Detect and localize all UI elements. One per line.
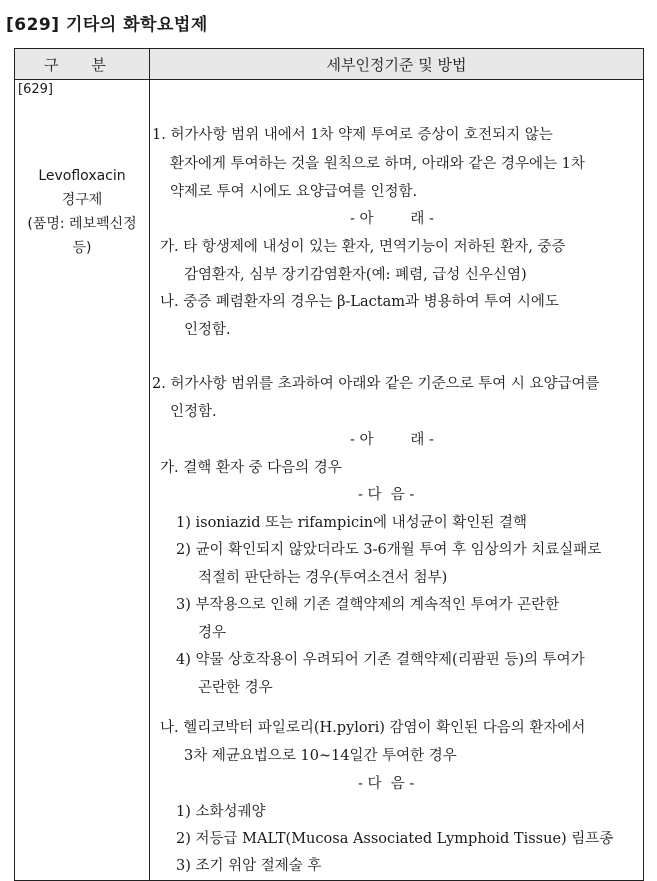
s2-b-next-heading: - 다 음 - bbox=[358, 776, 415, 792]
criteria-table bbox=[14, 48, 644, 881]
s2-a-item4-line2: 곤란한 경우 bbox=[198, 680, 273, 696]
s2-b-item3: 3) 조기 위암 절제술 후 bbox=[176, 858, 322, 874]
s2-a-item3-line1: 3) 부작용으로 인해 기존 결핵약제의 계속적인 투여가 곤란한 bbox=[176, 597, 560, 613]
drug-form: 경구제 bbox=[61, 192, 103, 208]
s1-item-b2: 인정함. bbox=[184, 322, 231, 338]
s2-line1: 2. 허가사항 범위를 초과하여 아래와 같은 기준으로 투여 시 요양급여를 bbox=[152, 376, 600, 392]
s2-a-item4-line1: 4) 약물 상호작용이 우려되어 기존 결핵약제(리팜핀 등)의 투여가 bbox=[176, 652, 585, 668]
s2-a-item2-line1: 2) 균이 확인되지 않았더라도 3-6개월 투여 후 임상의가 치료실패로 bbox=[176, 542, 602, 558]
s1-line2: 환자에게 투여하는 것을 원칙으로 하며, 아래와 같은 경우에는 1차 bbox=[170, 156, 585, 172]
s2-a-next-heading: - 다 음 - bbox=[358, 487, 415, 503]
header-criteria: 세부인정기준 및 방법 bbox=[150, 49, 644, 80]
s2-b-item2: 2) 저등급 MALT(Mucosa Associated Lymphoid Tissue) 림프종 bbox=[176, 831, 614, 847]
drug-name: Levofloxacin bbox=[38, 168, 126, 184]
s2-a-title: 가. 결핵 환자 중 다음의 경우 bbox=[160, 460, 342, 476]
category-cell bbox=[15, 80, 150, 881]
criteria-cell bbox=[150, 80, 644, 881]
s2-b-title-line1: 나. 헬리코박터 파일로리(H.pylori) 감염이 확인된 다음의 환자에서 bbox=[160, 720, 586, 736]
s2-a-item2-line2: 적절히 판단하는 경우(투여소견서 첨부) bbox=[198, 570, 448, 586]
s2-a-item1: 1) isoniazid 또는 rifampicin에 내성균이 확인된 결핵 bbox=[176, 515, 527, 531]
s1-item-b1: 나. 중증 폐렴환자의 경우는 β-Lactam과 병용하여 투여 시에도 bbox=[160, 294, 559, 310]
s1-line3: 약제로 투여 시에도 요양급여를 인정함. bbox=[170, 184, 418, 200]
s1-item-a2: 감염환자, 심부 장기감염환자(예: 폐렴, 급성 신우신염) bbox=[184, 267, 527, 283]
drug-info bbox=[15, 164, 149, 260]
s1-below-heading: - 아 래 - bbox=[350, 211, 434, 227]
s2-b-title-line2: 3차 제균요법으로 10~14일간 투여한 경우 bbox=[184, 748, 457, 764]
s1-item-a1: 가. 타 항생제에 내성이 있는 환자, 면역기능이 저하된 환자, 중증 bbox=[160, 239, 566, 255]
header-category: 구 분 bbox=[15, 49, 150, 80]
table-header-row bbox=[15, 49, 644, 80]
s2-line2: 인정함. bbox=[170, 404, 217, 420]
s1-line1: 1. 허가사항 범위 내에서 1차 약제 투여로 증상이 호전되지 않는 bbox=[152, 127, 553, 143]
drug-code: [629] bbox=[18, 82, 53, 97]
drug-brand-line2: 등) bbox=[72, 240, 92, 256]
s2-b-item1: 1) 소화성궤양 bbox=[176, 804, 266, 820]
table-row bbox=[15, 80, 644, 881]
drug-brand-line1: (품명: 레보펙신정 bbox=[27, 216, 137, 232]
page-title: [629] 기타의 화학요법제 bbox=[6, 15, 208, 35]
s2-a-item3-line2: 경우 bbox=[198, 625, 227, 641]
s2-below-heading: - 아 래 - bbox=[350, 432, 434, 448]
